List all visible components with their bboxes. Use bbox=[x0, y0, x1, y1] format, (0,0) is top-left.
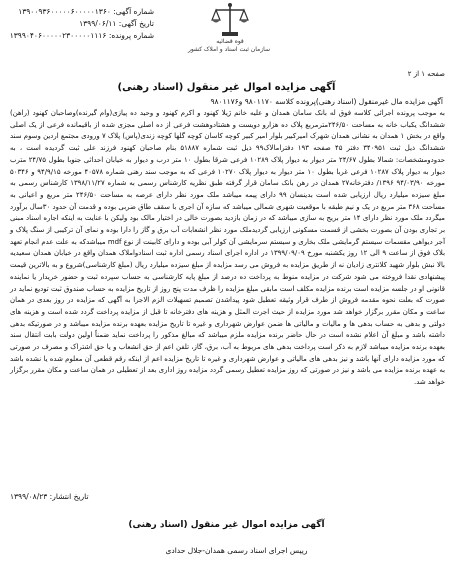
notice-date: تاریخ آگهی: ۱۳۹۹/۰۶/۱۱ bbox=[79, 19, 154, 28]
org-name-line1: قوه قضائیه bbox=[216, 38, 244, 45]
notice-meta bbox=[4, 6, 154, 42]
judiciary-logo bbox=[187, 2, 270, 62]
notice-body bbox=[10, 108, 445, 389]
publish-date: تاریخ انتشار: ۱۳۹۹/۰۸/۲۳ bbox=[10, 492, 89, 501]
notice-title: آگهی مزایده اموال غیر منقول (اسناد رهنی) bbox=[117, 82, 336, 93]
notice-body-text: به موجب پرونده اجرائی کلاسه فوق له بانک سامان همدان و علیه خانم ژیلا کهنود و اکرم کهنود و وحید ده پیازی(وام گیرنده)وصاحبان کهنود (راهن) ششدانگ یکباب خانه به مساحت ۲۴۶/۵۰مترمربع پلاک ده هزارو دویست و هشتادوهشت فرعی از ده اصلی مجزی شده از باقیمانده فرعی از یک اصلی واقع در بخش ۱ همدان به نشانی همدان شهرک امیرکبیر بلوار امیر کبیر کوچه کاسان کوچه گلها کوچه زندی(پاس) پلاک ۷ ورودی مجتمع اردین وسوم سند ششدانگ ذیل ثبت ۳۴۰۹۵۱ دفتر ۴۵ صفحه ۱۹۳ دفترامالاک۹۹ ذیل ثبت شماره ۵۱۸۸۷ بنام صاحبان کهنود فرزند علی ثبت گردیده است ، به حدودومشخصات: شمالا بطول ۲۴/۶۷ متر دیوار به دیوار پلاک ۱۰۲۸۹ فرعی شرقا بطول ۱۰ متر درب و دیوار به خیابان احداثی جنوبا بطول ۲۴/۷۵ مترب دیوار به دیوار پلاک ۱۰۲۸۷ فرعی غربا بطول ۱۰ متر دیوار به دیوار پلاک ۱۰۲۷۰ فرعی که به موجب سند رهنی شماره ۴۰۵۷۸ مورخه ۹۴/۹/۱۵ و ۵۰۳۴۶ مورخه ۹۴/۰۳/۹۰ ۱۳۹۶/ دفترخانه۲۷ همدان در رهن بانک سامان قرار گرفته طبق نظریه کارشناس رسمی به شماره ۱۳۹۸/۱۱/۲۷ کارشناس رسمی به مبلغ سیزده میلیارد ریال ارزیابی شده است بدینسان ۹۹ دارای پیمه میباشد ملک مورد نظر دارای عرصه به مساحت ۲۴۶/۵۰ متر مربع و اعیانی به مساحت ۳۶۸ متر مربع در یک و نیم طبقه با موقعیت شهری شمالی میباشد که سازه آن اجری با سقف طاق ضربی بوده و قدمت آن حدود ۳۰سال برآورد میگردد ملک مورد نظر دارای ۱۴ متر بریج به سازی میباشد که در زمان بازدید بصورت خالی در اختیار مالک بود ولیکن با عنایت به اینکه اجاره اسناد مبنی بر تجاری بودن آن بصورت بخشی از قسمت مسکونی ارزیابی گردیدملک مورد نظر انشعابات آب برق و گاز را دارا بوده و نمای آن ترکیبی از سنگ پلاک و آجر دیواهی مقسمات سیستم گرمایشی ملک بخاری و سیستم سرمایشی آن کولر آبی بوده و دارای کابینت از نوع mdf میباشدکه به علت عدم انجام تعهد بلاک فوق از ساعت ۹ الی ۱۲ روز یکشنبه مورخ ۱۳۹۹/۰۹/۰۹ در اداره اجرای اسناد رسمی اداره ثبت اسنادواملاک همدان واقع در خیابان همدان سعیدیه بالا نبش بلوار شهید کلانتری زادیان نه از طریق مزایده به فروش می رسد مزایده از مبلغ سیزده میلیارد ریال (مبلغ کارشناسی)شروع و به بالاترین قیمت پیشنهادی نقدا فروخته می شود شرکت در مزایده منوط به پرداخت ده درصد از مبلغ پایه کارشناسی به حساب سپرده ثبت و حضور خریدار یا نماینده قانونی او در جلسه مزایده است برنده مزایده مکلف است مابقی مبلغ مزایده را ظرف مدت پنج روز از تاریخ مزایده به حساب صندوق ثبت تودیع نماید در صورت که بعلت نحوه مقدمه فروش از طرف قرار وثیقه تعطیل شود پیداشدن تصمیم تسهیلات الزم الاجرا به آگهی که مزایده در روز بعدی در همان ساعت و مکان مقرر برگزار خواهد شد مورد مزایده از حیث اجرت المثل و هزینه های دفترخانه تا قبل از مزایده پرداخت گردد شده است و هزینه های دولتی و بدهی به حساب بدهی ها و مالیات و مالیاتی ها ضمن عوارض شهرداری و غیره تا تاریخ مزایده بعهده برنده مزایده میباشد و در صورتیکه بدهی داشته باشد و مبلغ آن اعلام نشده است در حال حاضر برنده مزایده ملزم میباشد که مبالغ مذکور را پرداخت نماید ضمناً اولین دولت بابت انتقال سند بعهده برنده مزایده میباشد لازم به ذکر است پرداخت بدهی های مربوط به آب، برق، گاز، تلفن اعم از حق انشعاب و یا حق اشتراک و مصرف در صورتی که مورد مزایده دارای آنها باشد و نیز بدهی های مالیاتی و عوارض شهرداری و غیره تا تاریخ مزایده اعم از اینکه رقم قطعی آن معلوم شده یا نشده باشد به عهده برنده مزایده می باشد و نیز در صورتی که روز مزایده تعطیل رسمی گردد مزایده روز اداری بعد از تعطیلی در همان ساعت و مکان مقرر برگزار خواهد شد. bbox=[10, 109, 446, 387]
file-number: شماره پرونده: ۱۳۹۹۰۴۰۶۰۰۰۰۰۲۳۰۰۰۰۰۱۱۱۶ bbox=[9, 31, 154, 40]
footer-title: آگهی مزایده اموال غیر منقول (اسناد رهنی) bbox=[128, 520, 325, 530]
scales-emblem-icon bbox=[210, 2, 250, 38]
notice-subtitle: آگهی مزایده مال غیرمنقول (اسناد رهنی)پرونده کلاسه ۹۸۰۱۱۷۰ و۹۸۰۱۱۷۶ bbox=[210, 97, 443, 106]
notice-number: شماره آگهی: ۱۳۹۰۰۹۳۶۰۰۰۰۰۶۰۰۰۰۰۱۳۶۰ bbox=[18, 7, 154, 16]
org-name-line2: سازمان ثبت اسناد و املاک کشور bbox=[187, 46, 270, 53]
page-number: صفحه ۱ از ۲ bbox=[407, 70, 445, 78]
signature-line: رییس اجرای اسناد رسمی همدان-جلال حدادی bbox=[165, 546, 308, 555]
